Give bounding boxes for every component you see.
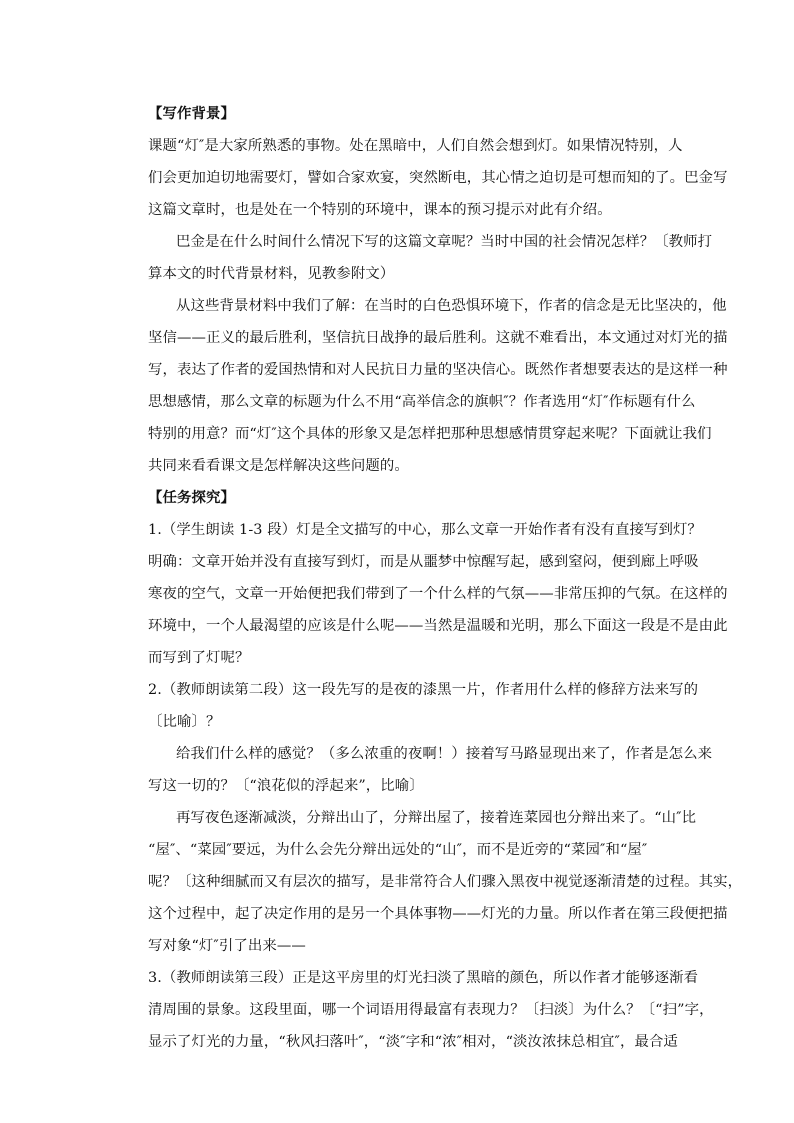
paragraph-line: 特别的用意？而“灯″这个具体的形象又是怎样把那种思想感情贯穿起来呢？下面就让我们 xyxy=(148,426,712,442)
answer-line: 显示了灯光的力量，“秋风扫落叶″，“淡″字和“浓″相对，“淡汝浓抹总相宜″，最合适 xyxy=(148,1034,678,1050)
answer-line: 环境中，一个人最渴望的应该是什么呢——当然是温暖和光明，那么下面这一段是不是由此 xyxy=(148,618,728,634)
answer-line: “屋″、“菜园″要远，为什么会先分辩出远处的“山″，而不是近旁的“菜园″和“屋″ xyxy=(148,842,648,858)
paragraph-line: 共同来看看课文是怎样解决这些问题的。 xyxy=(148,458,409,474)
question-line: 1.（学生朗读 1-3 段）灯是全文描写的中心，那么文章一开始作者有没有直接写到灯？ xyxy=(148,522,702,538)
paragraph-line: 们会更加迫切地需要灯，譬如合家欢宴，突然断电，其心情之迫切是可想而知的了。巴金写 xyxy=(148,170,728,186)
answer-line: 呢？〔这种细腻而又有层次的描写，是非常符合人们骤入黑夜中视觉逐渐清楚的过程。其实， xyxy=(148,874,743,890)
answer-line: 而写到了灯呢？ xyxy=(148,650,250,666)
answer-line: 清周围的景象。这段里面，哪一个词语用得最富有表现力？〔扫淡〕为什么？〔“扫”字， xyxy=(148,1002,714,1018)
paragraph-line: 坚信——正义的最后胜利，坚信抗日战挣的最后胜利。这就不难看出，本文通过对灯光的描 xyxy=(148,330,728,346)
section-heading-task: 【任务探究】 xyxy=(148,489,235,506)
paragraph-line: 算本文的时代背景材料，见教参附文） xyxy=(148,266,395,282)
answer-line: 再写夜色逐渐减淡，分辩出山了，分辩出屋了，接着连菜园也分辩出来了。“山″比 xyxy=(176,810,697,826)
answer-line: 写这一切的？〔“浪花似的浮起来”，比喻〕 xyxy=(148,778,424,794)
paragraph-line: 巴金是在什么时间什么情况下写的这篇文章呢？当时中国的社会情况怎样？〔教师打 xyxy=(176,234,713,250)
question-line: 3.（教师朗读第三段）正是这平房里的灯光扫淡了黑暗的颜色，所以作者才能够逐渐看 xyxy=(148,970,699,986)
paragraph-line: 写，表达了作者的爱国热情和对人民抗日力量的坚决信心。既然作者想要表达的是这样一种 xyxy=(148,362,728,378)
section-heading-background: 【写作背景】 xyxy=(148,105,235,122)
answer-line: 〔比喻〕？ xyxy=(148,714,221,730)
answer-line: 写对象“灯″引了出来—— xyxy=(148,938,306,954)
answer-line: 明确：文章开始并没有直接写到灯，而是从噩梦中惊醒写起，感到窒闷，便到廊上呼吸 xyxy=(148,554,699,570)
answer-line: 这个过程中，起了决定作用的是另一个具体事物——灯光的力量。所以作者在第三段便把描 xyxy=(148,906,728,922)
answer-line: 寒夜的空气，文章一开始便把我们带到了一个什么样的气氛——非常压抑的气氛。在这样的 xyxy=(148,586,728,602)
paragraph-line: 从这些背景材料中我们了解：在当时的白色恐惧环境下，作者的信念是无比坚决的，他 xyxy=(176,298,727,314)
paragraph-line: 课题“灯″是大家所熟悉的事物。处在黑暗中，人们自然会想到灯。如果情况特别，人 xyxy=(148,138,683,154)
paragraph-line: 这篇文章时，也是处在一个特别的环境中，课本的预习提示对此有介绍。 xyxy=(148,202,612,218)
paragraph-line: 思想感情，那么文章的标题为什么不用“高举信念的旗帜″？作者选用“灯″作标题有什么 xyxy=(148,394,696,410)
answer-line: 给我们什么样的感觉？（多么浓重的夜啊！）接着写马路显现出来了，作者是怎么来 xyxy=(176,746,713,762)
question-line: 2.（教师朗读第二段）这一段先写的是夜的漆黑一片，作者用什么样的修辞方法来写的 xyxy=(148,682,699,698)
